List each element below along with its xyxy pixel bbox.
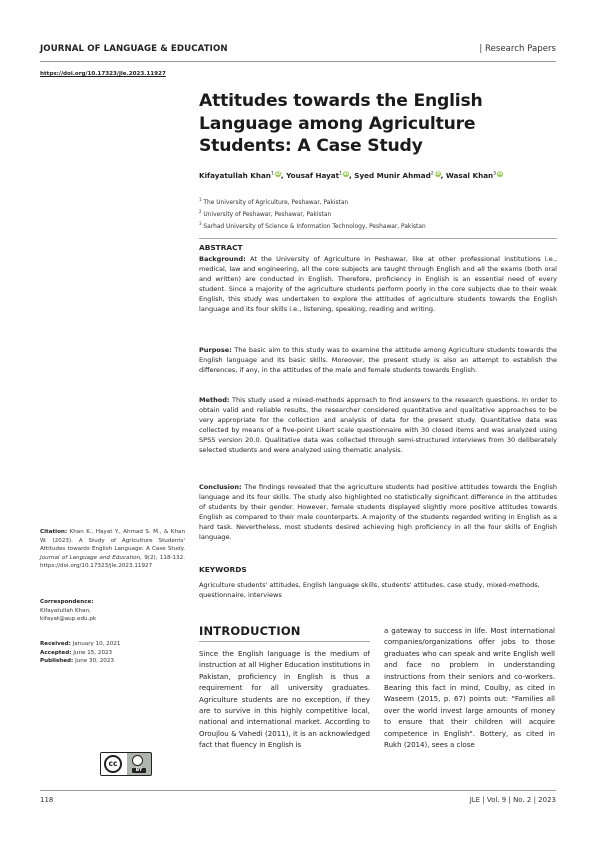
abstract-purpose [199,345,557,375]
abstract-divider [199,238,557,239]
journal-issue-info: JLE | Vol. 9 | No. 2 | 2023 [469,796,556,804]
keywords-heading: KEYWORDS [199,565,247,574]
affiliation-text: Sarhad University of Science & Information Technology, Peshawar, Pakistan [203,223,426,230]
author-affil-sup: 3 [493,171,497,177]
published-label: Published: [40,658,74,665]
orcid-icon[interactable]: iD [343,171,349,176]
header-divider [40,61,556,62]
affiliation [199,221,426,230]
correspondence-block [40,598,185,624]
abstract-heading: ABSTRACT [199,243,243,252]
abstract-label: Purpose: [199,346,232,354]
affiliation-sup: 2 [199,209,202,214]
author-affil-sup: 2 [430,171,434,177]
correspondence-name: Kifayatullah Khan, [40,607,91,614]
affiliation-text: University of Peshawar, Peshawar, Pakistan [203,211,332,218]
introduction-heading: INTRODUCTION [199,624,301,638]
correspondence-label: Correspondence: [40,599,94,605]
intro-column-2: a gateway to success in life. Most international companies/organizations offer jobs to those graduates who can speak and write English well and face no problem in understanding instructions from their seniors and co-workers. Bearing this fact in mind, Coulby, as cited in Waseem (2015, p. 67) points out: "Families all over the world invest large amounts of money to ensure that their children will acquire competence in English". Bottery, as cited in Rukh (2014), sees a close [384,626,555,750]
by-label: BY [132,768,146,773]
introduction-divider [199,641,370,642]
abstract-text: The findings revealed that the agriculture students had positive attitudes towards the English language and its four skills. The study also highlighted no statistically significant difference in the attitudes of students by their gender. However, female students displayed slightly more positive attitudes towards English as compared to their male counterparts. A majority of the students regarded writing in English as a hard task. Nevertheless, most students desired achieving high proficiency in all the four skills of English language. [199,483,557,542]
affiliation [199,197,348,206]
journal-name: JOURNAL OF LANGUAGE & EDUCATION [40,44,228,54]
running-header [40,44,556,58]
cc-circle-icon: cc [104,755,122,773]
affiliation [199,209,331,218]
cc-by-license-icon[interactable] [100,752,152,776]
author-name: Yousaf Hayat [286,171,340,180]
keywords-text: Agriculture students' attitudes, English language skills, students' attitudes, case study, mixed-methods, questionnaire, interviews [199,581,540,600]
abstract-label: Method: [199,396,230,404]
citation-rest: 9(2), 118-132. https://doi.org/10.17323/jle.2023.11927 [40,554,185,570]
citation-text: Khan K., Hayat Y., Ahmad S. M., & Khan W. (2023). A Study of Agriculture Students' Attitudes towards English Language: A Case Study. [40,529,185,553]
accepted-date: June 15, 2023 [73,649,113,656]
section-label: | Research Papers [479,44,556,54]
citation-journal: Journal of Language and Education, [40,554,142,561]
orcid-icon[interactable]: iD [275,171,281,176]
affiliation-text: The University of Agriculture, Peshawar, Pakistan [203,199,349,206]
dates-block [40,640,185,666]
author-name: Wasal Khan [445,171,494,180]
author-name: Syed Munir Ahmad [354,171,431,180]
orcid-icon[interactable]: iD [435,171,440,176]
person-icon [132,755,143,766]
received-label: Received: [40,641,71,647]
abstract-method [199,395,557,456]
correspondence-email[interactable]: kifayat@aup.edu.pk [40,616,97,623]
footer-divider [40,790,556,791]
affiliation-sup: 1 [199,197,202,202]
abstract-conclusion [199,482,557,543]
page-number: 118 [40,796,54,804]
abstract-text: The basic aim to this study was to examine the attitude among Agriculture students towards the English language and its basic skills. Moreover, the present study is also an attempt to establish the differences, if any, in the attitudes of the male and female students towards English. [199,346,558,375]
accepted-label: Accepted: [40,649,72,656]
author-list: Kifayatullah Khan$^1$ iD, Yousaf Hayat$^1$ iD, Syed Munir Ahmad$^2$ iD, Wasal Khan$^3$ iD [199,171,503,180]
abstract-label: Background: [199,255,246,263]
author-name: Kifayatullah Khan [199,171,271,180]
author-affil-sup: 1 [339,171,343,177]
citation-block [40,528,185,571]
abstract-text: At the University of Agriculture in Peshawar, like at other professional institutions i.e., medical, law and engineering, all the core subjects are taught through English and all the exams (both oral and written) are conducted in English. Therefore, proficiency in English is an essential need of every student. Since a majority of the agriculture students perform poorly in the core subjects due to their weak English, this study was undertaken to explore the attitudes of agriculture students towards the English language and its four skills i.e., listening, speaking, reading and writing. [199,255,557,314]
doi-link[interactable]: https://doi.org/10.17323/jle.2023.11927 [40,71,166,77]
article-title: Attitudes towards the English Language among Agriculture Students: A Case Study [199,91,483,156]
abstract-background [199,254,557,315]
affiliation-sup: 3 [199,221,202,226]
abstract-text: This study used a mixed-methods approach to find answers to the research questions. In order to obtain valid and reliable results, the researcher considered quantitative and qualitative approaches to be very appropriate for the collection and analysis of data for the present study. Quantitative data was collected by means of a five-point Likert scale questionnaire with 30 closed items and was analyzed using SPSS version 20.0. Qualitative data was collected through semi-structured interviews from 30 deliberately selected students and were analyzed using thematic analysis. [199,396,557,455]
received-date: January 10, 2021 [72,641,121,647]
intro-column-1: Since the English language is the medium of instruction at all Higher Education institutions in Pakistan, proficiency in English is thus a requirement for all university graduates. Agriculture students are no exception, if they are to survive in this highly competitive local, national and international market. According to Oroujlou & Vahedi (2011), it is an acknowledged fact that fluency in English is [199,649,370,750]
author-affil-sup: 1 [270,171,274,177]
citation-label: Citation: [40,529,68,535]
published-date: June 30, 2023 [75,658,114,665]
orcid-icon[interactable]: iD [497,171,503,176]
abstract-label: Conclusion: [199,483,242,491]
